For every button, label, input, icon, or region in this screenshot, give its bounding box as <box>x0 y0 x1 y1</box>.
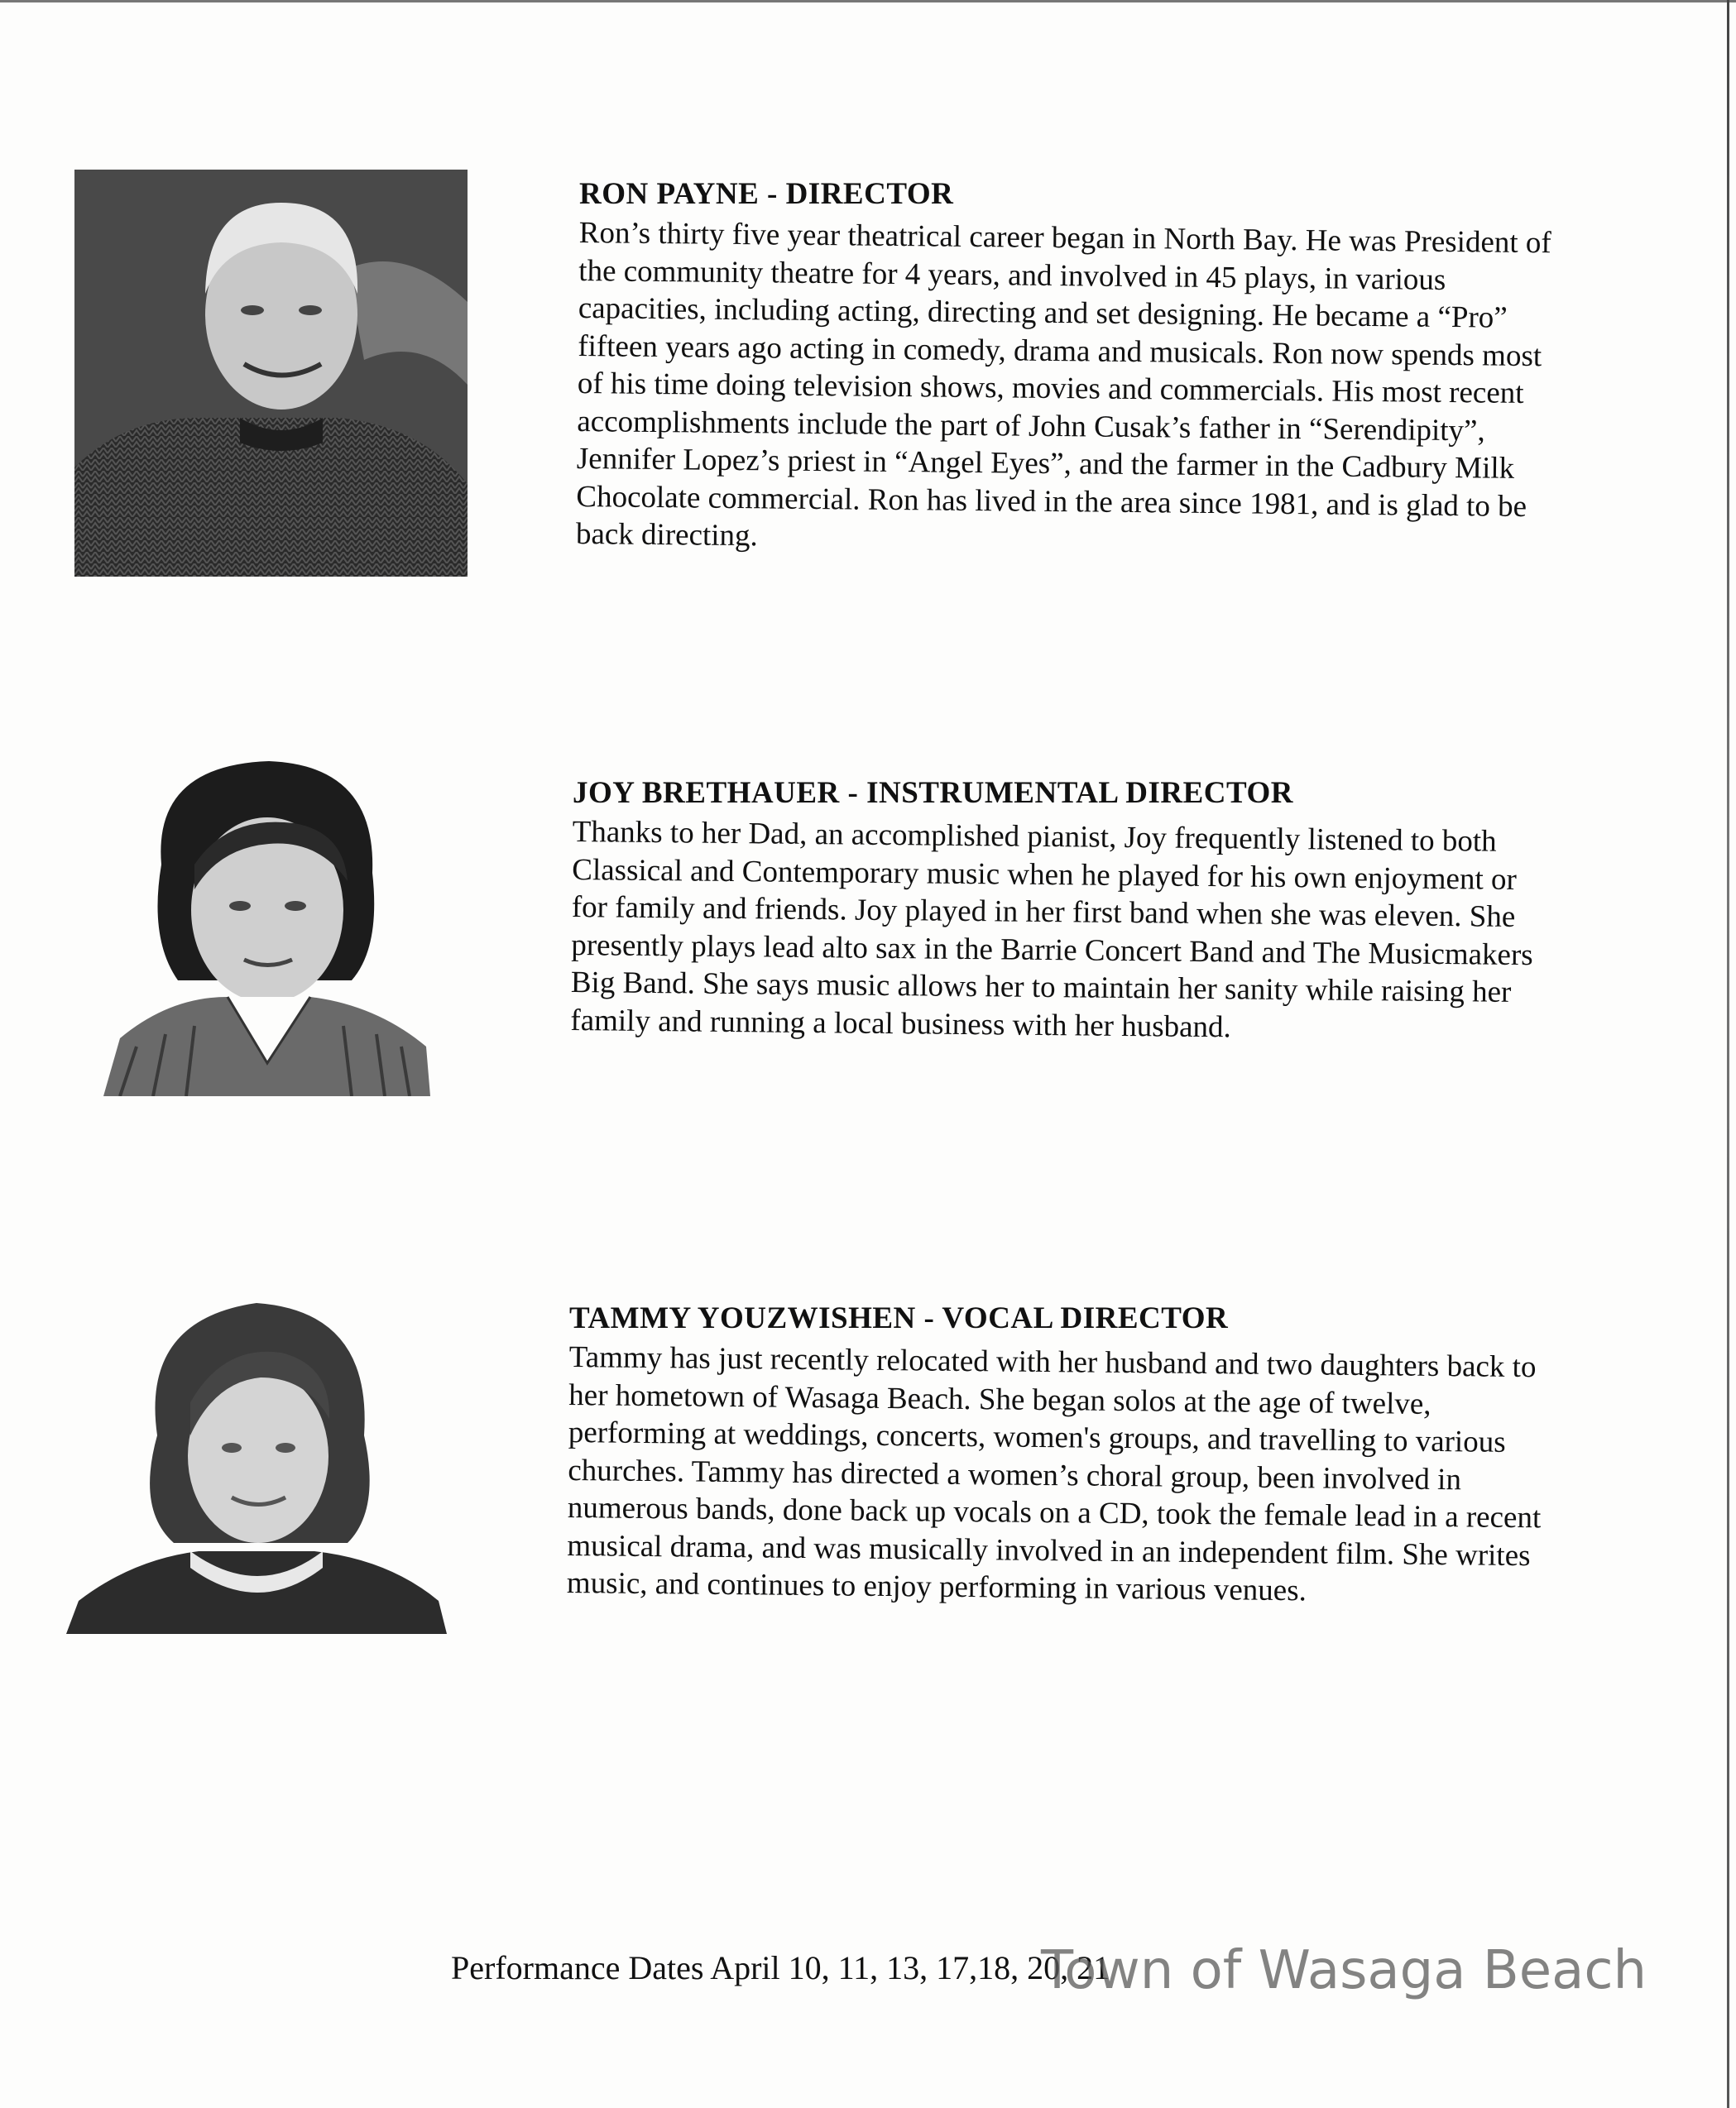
bio-text: Ron’s thirty five year theatrical career began in North Bay. He was President of the community theatre for 4 years, and involved in 45 plays, in various capacities, including acting, directing and set designing. He became a “Pro” fifteen years ago acting in comedy, drama and musicals. Ron now spends most of his time doing television shows, movies and commercials. His most recent accomplishments include the part of John Cusak’s father in “Serendipity”, Jennifer Lopez’s priest in “Angel Eyes”, and the farmer in the Cadbury Milk Chocolate commercial. Ron has lived in the area since 1981, and is glad to be back directing. <box>575 215 1551 553</box>
bio-heading: JOY BRETHAUER - INSTRUMENTAL DIRECTOR <box>573 776 1293 810</box>
bio-heading: RON PAYNE - DIRECTOR <box>579 177 954 211</box>
bio-text: Tammy has just recently relocated with her husband and two daughters back to her hometown of Wasaga Beach. She began solos at the age of twelve, performing at weddings, concerts, women's groups, and travelling to various churches. Tammy has directed a women’s choral group, been involved in numerous bands, done back up vocals on a CD, took the female lead in a recent musical drama, and was musically involved in an independent film. She writes music, and continues to enjoy performing in various venues. <box>566 1339 1542 1608</box>
ron-payne-bio <box>575 176 1564 553</box>
performance-dates: Performance Dates April 10, 11, 13, 17,18, 20, 21 <box>451 1949 1110 1986</box>
ron-payne-photo <box>74 170 468 577</box>
page-top-edge <box>0 0 1736 2</box>
tammy-youzwishen-photo <box>66 1295 447 1634</box>
bio-text: Thanks to her Dad, an accomplished pianist, Joy frequently listened to both Classical and Contemporary music when he played for his own enjoyment or for family and friends. Joy played in her first band when she was eleven. She presently plays lead alto sax in the Barrie Concert Band and The Musicmakers Big Band. She says music allows her to maintain her sanity while raising her family and running a local business with her husband. <box>570 814 1533 1044</box>
joy-brethauer-bio <box>570 775 1557 1044</box>
joy-brethauer-photo <box>103 749 430 1096</box>
tammy-youzwishen-bio <box>566 1301 1554 1608</box>
bio-heading: TAMMY YOUZWISHEN - VOCAL DIRECTOR <box>569 1301 1229 1335</box>
watermark: Town of Wasaga Beach <box>1041 1940 1647 2001</box>
page-right-edge <box>1727 0 1729 2108</box>
